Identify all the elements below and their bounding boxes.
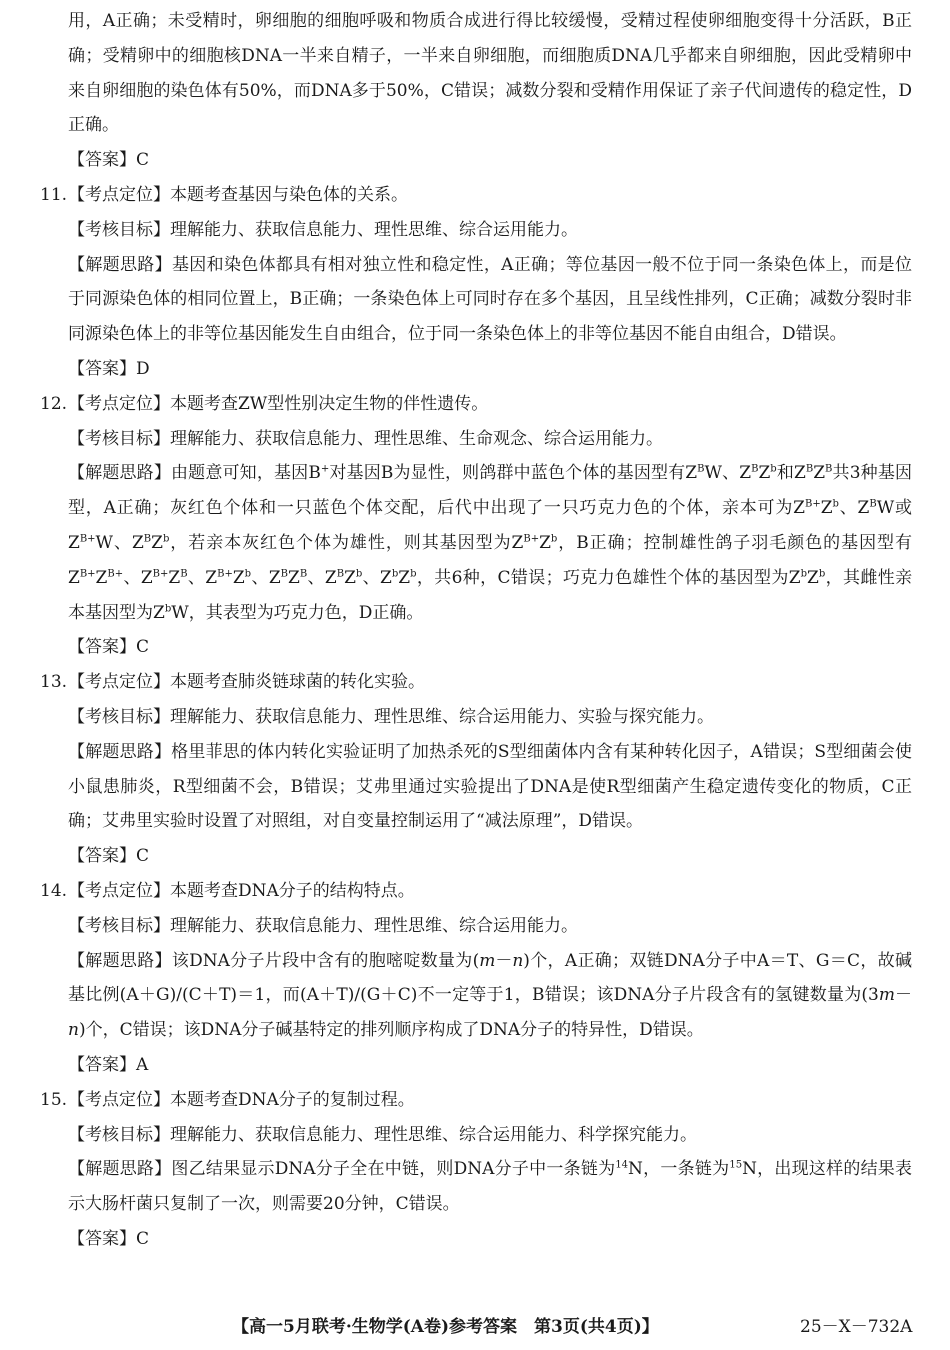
q12-point [40, 387, 912, 422]
q14-solution: 【解题思路】该DNA分子片段中含有的胞嘧啶数量为(m－n)个，A正确；双链DNA分子中A＝T、G＝C，故碱基比例(A＋G)/(C＋T)＝1，而(A＋T)/(G＋C)不一定等于1，B错误；该DNA分子片段含有的氢键数量为(3m－n)个，C错误；该DNA分子碱基特定的排列顺序构成了DNA分子的特异性，D错误。 [68, 950, 912, 1041]
q14-answer: 【答案】A [68, 1054, 149, 1075]
q11-answer: 【答案】D [68, 358, 150, 379]
q14-point [40, 874, 912, 909]
q12-answer: 【答案】C [68, 637, 150, 658]
footer-title: 【高一5月联考·生物学(A卷)参考答案 第3页(共4页)】 [232, 1317, 659, 1337]
q11-point [40, 178, 912, 213]
q15-answer: 【答案】C [68, 1228, 150, 1249]
q15-goal: 【考核目标】理解能力、获取信息能力、理性思维、综合运用能力、科学探究能力。 [68, 1124, 697, 1145]
footer-code: 25－X－732A [800, 1317, 913, 1337]
q13-answer: 【答案】C [68, 846, 150, 867]
q12-solution: 【解题思路】由题意可知，基因B+对基因B为显性，则鸽群中蓝色个体的基因型有$Z^BW$、$Z^BZ^b$和$Z^BZ^B$共3种基因型，A正确；灰红色个体和一只蓝色个体交配，后代中出现了一只巧克力色的个体，亲本可为$Z^{B+}Z^b$、$Z^BW$或$Z^{B+}W$、$Z^BZ^b$，若亲本灰红色个体为雄性，则其基因型为$Z^{B+}Z^b$，B正确；控制雄性鸽子羽毛颜色的基因型有$Z^{B+}Z^{B+}$、$Z^{B+}Z^B$、$Z^{B+}Z^b$、$Z^BZ^B$、$Z^BZ^b$、$Z^bZ^b$，共6种，C错误；巧克力色雄性个体的基因型为$Z^bZ^b$，其雌性亲本基因型为$Z^bW$，其表型为巧克力色，D正确。 [68, 463, 913, 623]
q14-point-text: 【考点定位】本题考查DNA分子的结构特点。 [68, 880, 415, 901]
q13-goal: 【考核目标】理解能力、获取信息能力、理性思维、综合运用能力、实验与探究能力。 [68, 706, 714, 727]
answer-content [40, 4, 912, 1257]
q11-solution: 【解题思路】基因和染色体都具有相对独立性和稳定性，A正确；等位基因一般不位于同一条染色体上，而是位于同源染色体的相同位置上，B正确；一条染色体上可同时存在多个基因，且呈线性排列，C正确；减数分裂时非同源染色体上的非等位基因能发生自由组合，位于同一条染色体上的非等位基因不能自由组合，D错误。 [68, 254, 912, 345]
intro-answer: 【答案】C [68, 150, 150, 171]
q15-solution: 【解题思路】图乙结果显示DNA分子全在中链，则DNA分子中一条链为$^{14}$N，一条链为$^{15}$N，出现这样的结果表示大肠杆菌只复制了一次，则需要20分钟，C错误。 [68, 1159, 913, 1215]
page-footer [0, 1312, 950, 1336]
q13-point [40, 665, 912, 700]
q13-point-text: 【考点定位】本题考查肺炎链球菌的转化实验。 [68, 672, 425, 693]
q14-goal: 【考核目标】理解能力、获取信息能力、理性思维、综合运用能力。 [68, 915, 578, 936]
q12-number: 12. [40, 393, 68, 414]
q15-number: 15. [40, 1089, 68, 1110]
q11-number: 11. [40, 184, 68, 205]
q12-point-text: 【考点定位】本题考查ZW型性别决定生物的伴性遗传。 [68, 393, 489, 414]
q11-goal: 【考核目标】理解能力、获取信息能力、理性思维、综合运用能力。 [68, 219, 578, 240]
q15-point [40, 1083, 912, 1118]
intro-paragraph: 用，A正确；未受精时，卵细胞的细胞呼吸和物质合成进行得比较缓慢，受精过程使卵细胞变得十分活跃，B正确；受精卵中的细胞核DNA一半来自精子，一半来自卵细胞，而细胞质DNA几乎都来自卵细胞，因此受精卵中来自卵细胞的染色体有50%，而DNA多于50%，C错误；减数分裂和受精作用保证了亲子代间遗传的稳定性，D正确。 [68, 11, 912, 136]
q13-number: 13. [40, 672, 68, 693]
q11-point-text: 【考点定位】本题考查基因与染色体的关系。 [68, 184, 408, 205]
q14-number: 14. [40, 880, 68, 901]
q12-goal: 【考核目标】理解能力、获取信息能力、理性思维、生命观念、综合运用能力。 [68, 428, 663, 449]
q13-solution: 【解题思路】格里菲思的体内转化实验证明了加热杀死的S型细菌体内含有某种转化因子，A错误；S型细菌会使小鼠患肺炎，R型细菌不会，B错误；艾弗里通过实验提出了DNA是使R型细菌产生稳定遗传变化的物质，C正确；艾弗里实验时设置了对照组，对自变量控制运用了“减法原理”，D错误。 [68, 741, 912, 832]
q15-point-text: 【考点定位】本题考查DNA分子的复制过程。 [68, 1089, 415, 1110]
